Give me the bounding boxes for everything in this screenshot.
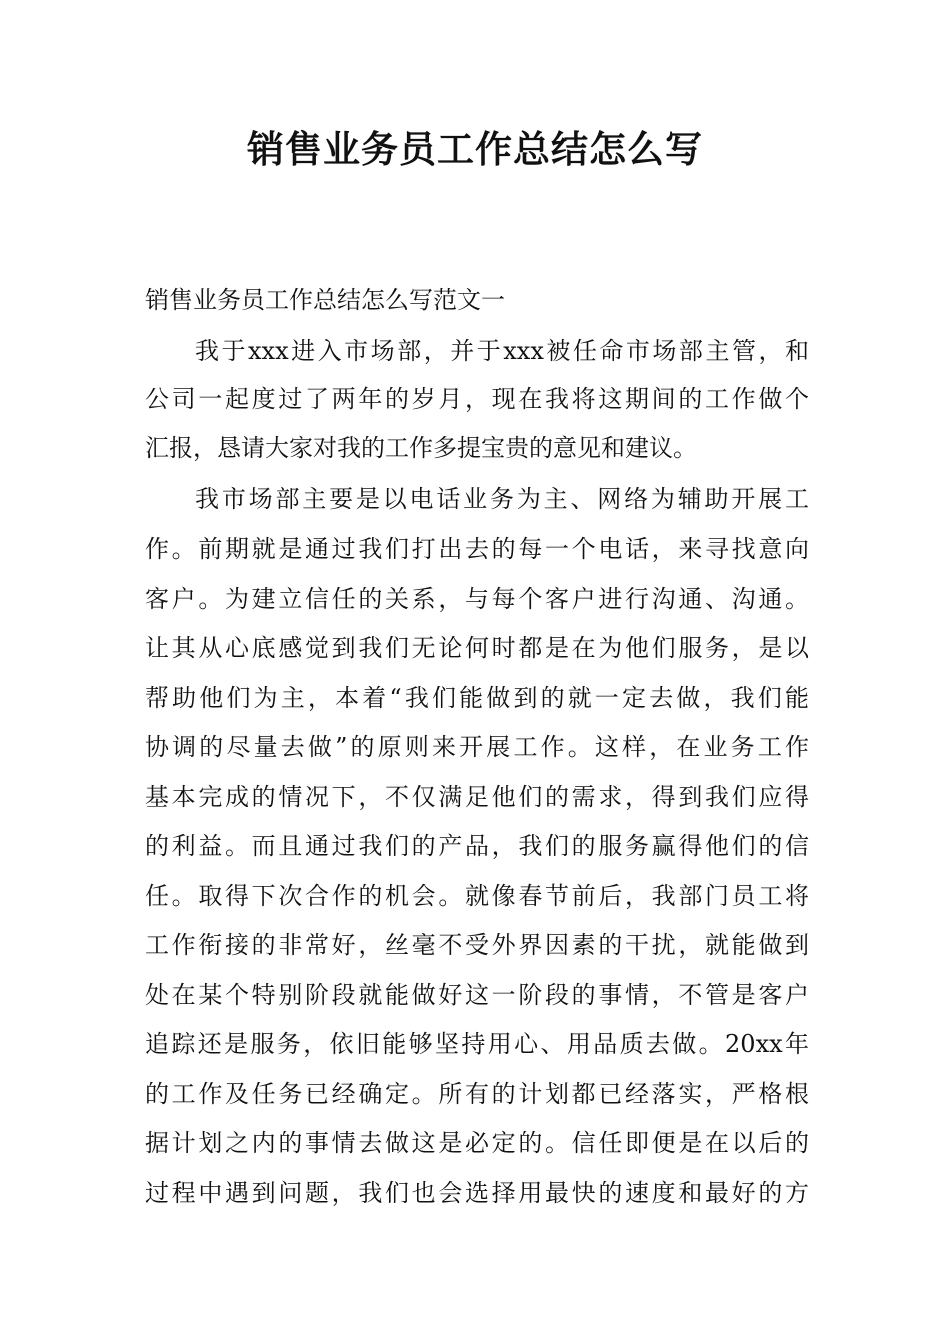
section-subtitle: 销售业务员工作总结怎么写范文一 [145,286,505,314]
paragraph-2-line-11: 处在某个特别阶段就能做好这一阶段的事情，不管是客户 [145,981,809,1009]
paragraph-2-line-5: 帮助他们为主，本着“我们能做到的就一定去做，我们能 [145,684,809,712]
paragraph-1-line-1: 我于xxx进入市场部，并于xxx被任命市场部主管，和 [195,337,809,365]
paragraph-2-line-13: 的工作及任务已经确定。所有的计划都已经落实，严格根 [145,1080,809,1108]
paragraph-2-line-10: 工作衔接的非常好，丝毫不受外界因素的干扰，就能做到 [145,931,809,959]
paragraph-1-line-2: 公司一起度过了两年的岁月，现在我将这期间的工作做个 [145,385,809,413]
paragraph-2-line-4: 让其从心底感觉到我们无论何时都是在为他们服务，是以 [145,634,809,662]
paragraph-2-line-6: 协调的尽量去做”的原则来开展工作。这样，在业务工作 [145,733,809,761]
paragraph-2-line-9: 任。取得下次合作的机会。就像春节前后，我部门员工将 [145,882,809,910]
paragraph-2-line-8: 的利益。而且通过我们的产品，我们的服务赢得他们的信 [145,832,809,860]
paragraph-2-line-1: 我市场部主要是以电话业务为主、网络为辅助开展工 [195,485,809,513]
paragraph-2-line-14: 据计划之内的事情去做这是必定的。信任即便是在以后的 [145,1129,809,1157]
document-title: 销售业务员工作总结怎么写 [247,128,703,171]
paragraph-2-line-12: 追踪还是服务，依旧能够坚持用心、用品质去做。20xx年 [145,1030,809,1058]
paragraph-1-line-3: 汇报，恳请大家对我的工作多提宝贵的意见和建议。 [145,434,697,462]
paragraph-2-line-7: 基本完成的情况下，不仅满足他们的需求，得到我们应得 [145,783,809,811]
paragraph-2-line-3: 客户。为建立信任的关系，与每个客户进行沟通、沟通。 [145,585,809,613]
paragraph-2-line-15: 过程中遇到问题，我们也会选择用最快的速度和最好的方 [145,1179,809,1207]
paragraph-2-line-2: 作。前期就是通过我们打出去的每一个电话，来寻找意向 [145,535,809,563]
